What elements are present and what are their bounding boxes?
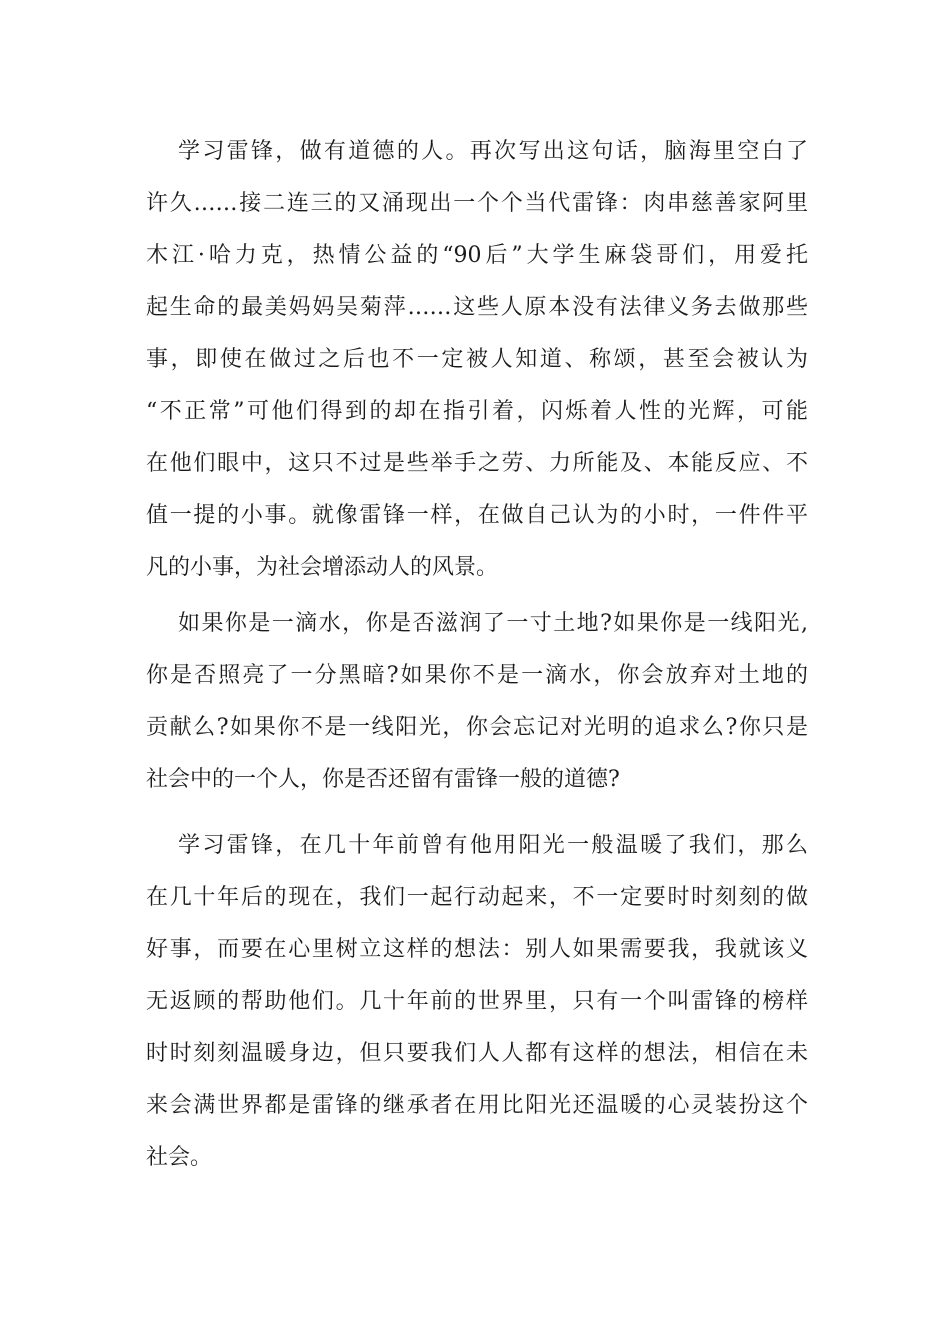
paragraph-line: 学习雷锋，做有道德的人。再次写出这句话，脑海里空白了	[178, 139, 808, 164]
paragraph-line: “不正常”可他们得到的却在指引着，闪烁着人性的光辉，可能	[146, 399, 808, 424]
paragraph-line: 社会中的一个人，你是否还留有雷锋一般的道德?	[146, 767, 620, 792]
paragraph-line: 值一提的小事。就像雷锋一样，在做自己认为的小时，一件件平	[146, 503, 808, 528]
paragraph-line: 贡献么?如果你不是一线阳光，你会忘记对光明的追求么?你只是	[146, 715, 808, 740]
paragraph-2	[146, 598, 808, 806]
paragraph-line: 如果你是一滴水，你是否滋润了一寸土地?如果你是一线阳光,	[178, 611, 808, 636]
paragraph-line: 好事，而要在心里树立这样的想法：别人如果需要我，我就该义	[146, 937, 808, 962]
paragraph-line: 在几十年后的现在，我们一起行动起来，不一定要时时刻刻的做	[146, 885, 808, 910]
paragraph-line: 事，即使在做过之后也不一定被人知道、称颂，甚至会被认为	[146, 347, 808, 372]
paragraph-line: 凡的小事，为社会增添动人的风景。	[146, 555, 499, 580]
paragraph-line: 木江·哈力克，热情公益的“90后”大学生麻袋哥们，用爱托	[146, 243, 808, 268]
paragraph-line: 来会满世界都是雷锋的继承者在用比阳光还温暖的心灵装扮这个	[146, 1093, 808, 1118]
paragraph-line: 在他们眼中，这只不过是些举手之劳、力所能及、本能反应、不	[146, 451, 808, 476]
paragraph-3	[146, 820, 808, 1184]
paragraph-1	[146, 126, 808, 594]
paragraph-line: 时时刻刻温暖身边，但只要我们人人都有这样的想法，相信在未	[146, 1041, 808, 1066]
paragraph-line: 你是否照亮了一分黑暗?如果你不是一滴水，你会放弃对土地的	[146, 663, 808, 688]
paragraph-line: 社会。	[146, 1145, 213, 1170]
paragraph-line: 许久……接二连三的又涌现出一个个当代雷锋：肉串慈善家阿里	[146, 191, 808, 216]
paragraph-line: 学习雷锋，在几十年前曾有他用阳光一般温暖了我们，那么	[178, 833, 808, 858]
paragraph-line: 无返顾的帮助他们。几十年前的世界里，只有一个叫雷锋的榜样	[146, 989, 808, 1014]
paragraph-line: 起生命的最美妈妈吴菊萍……这些人原本没有法律义务去做那些	[146, 295, 808, 320]
